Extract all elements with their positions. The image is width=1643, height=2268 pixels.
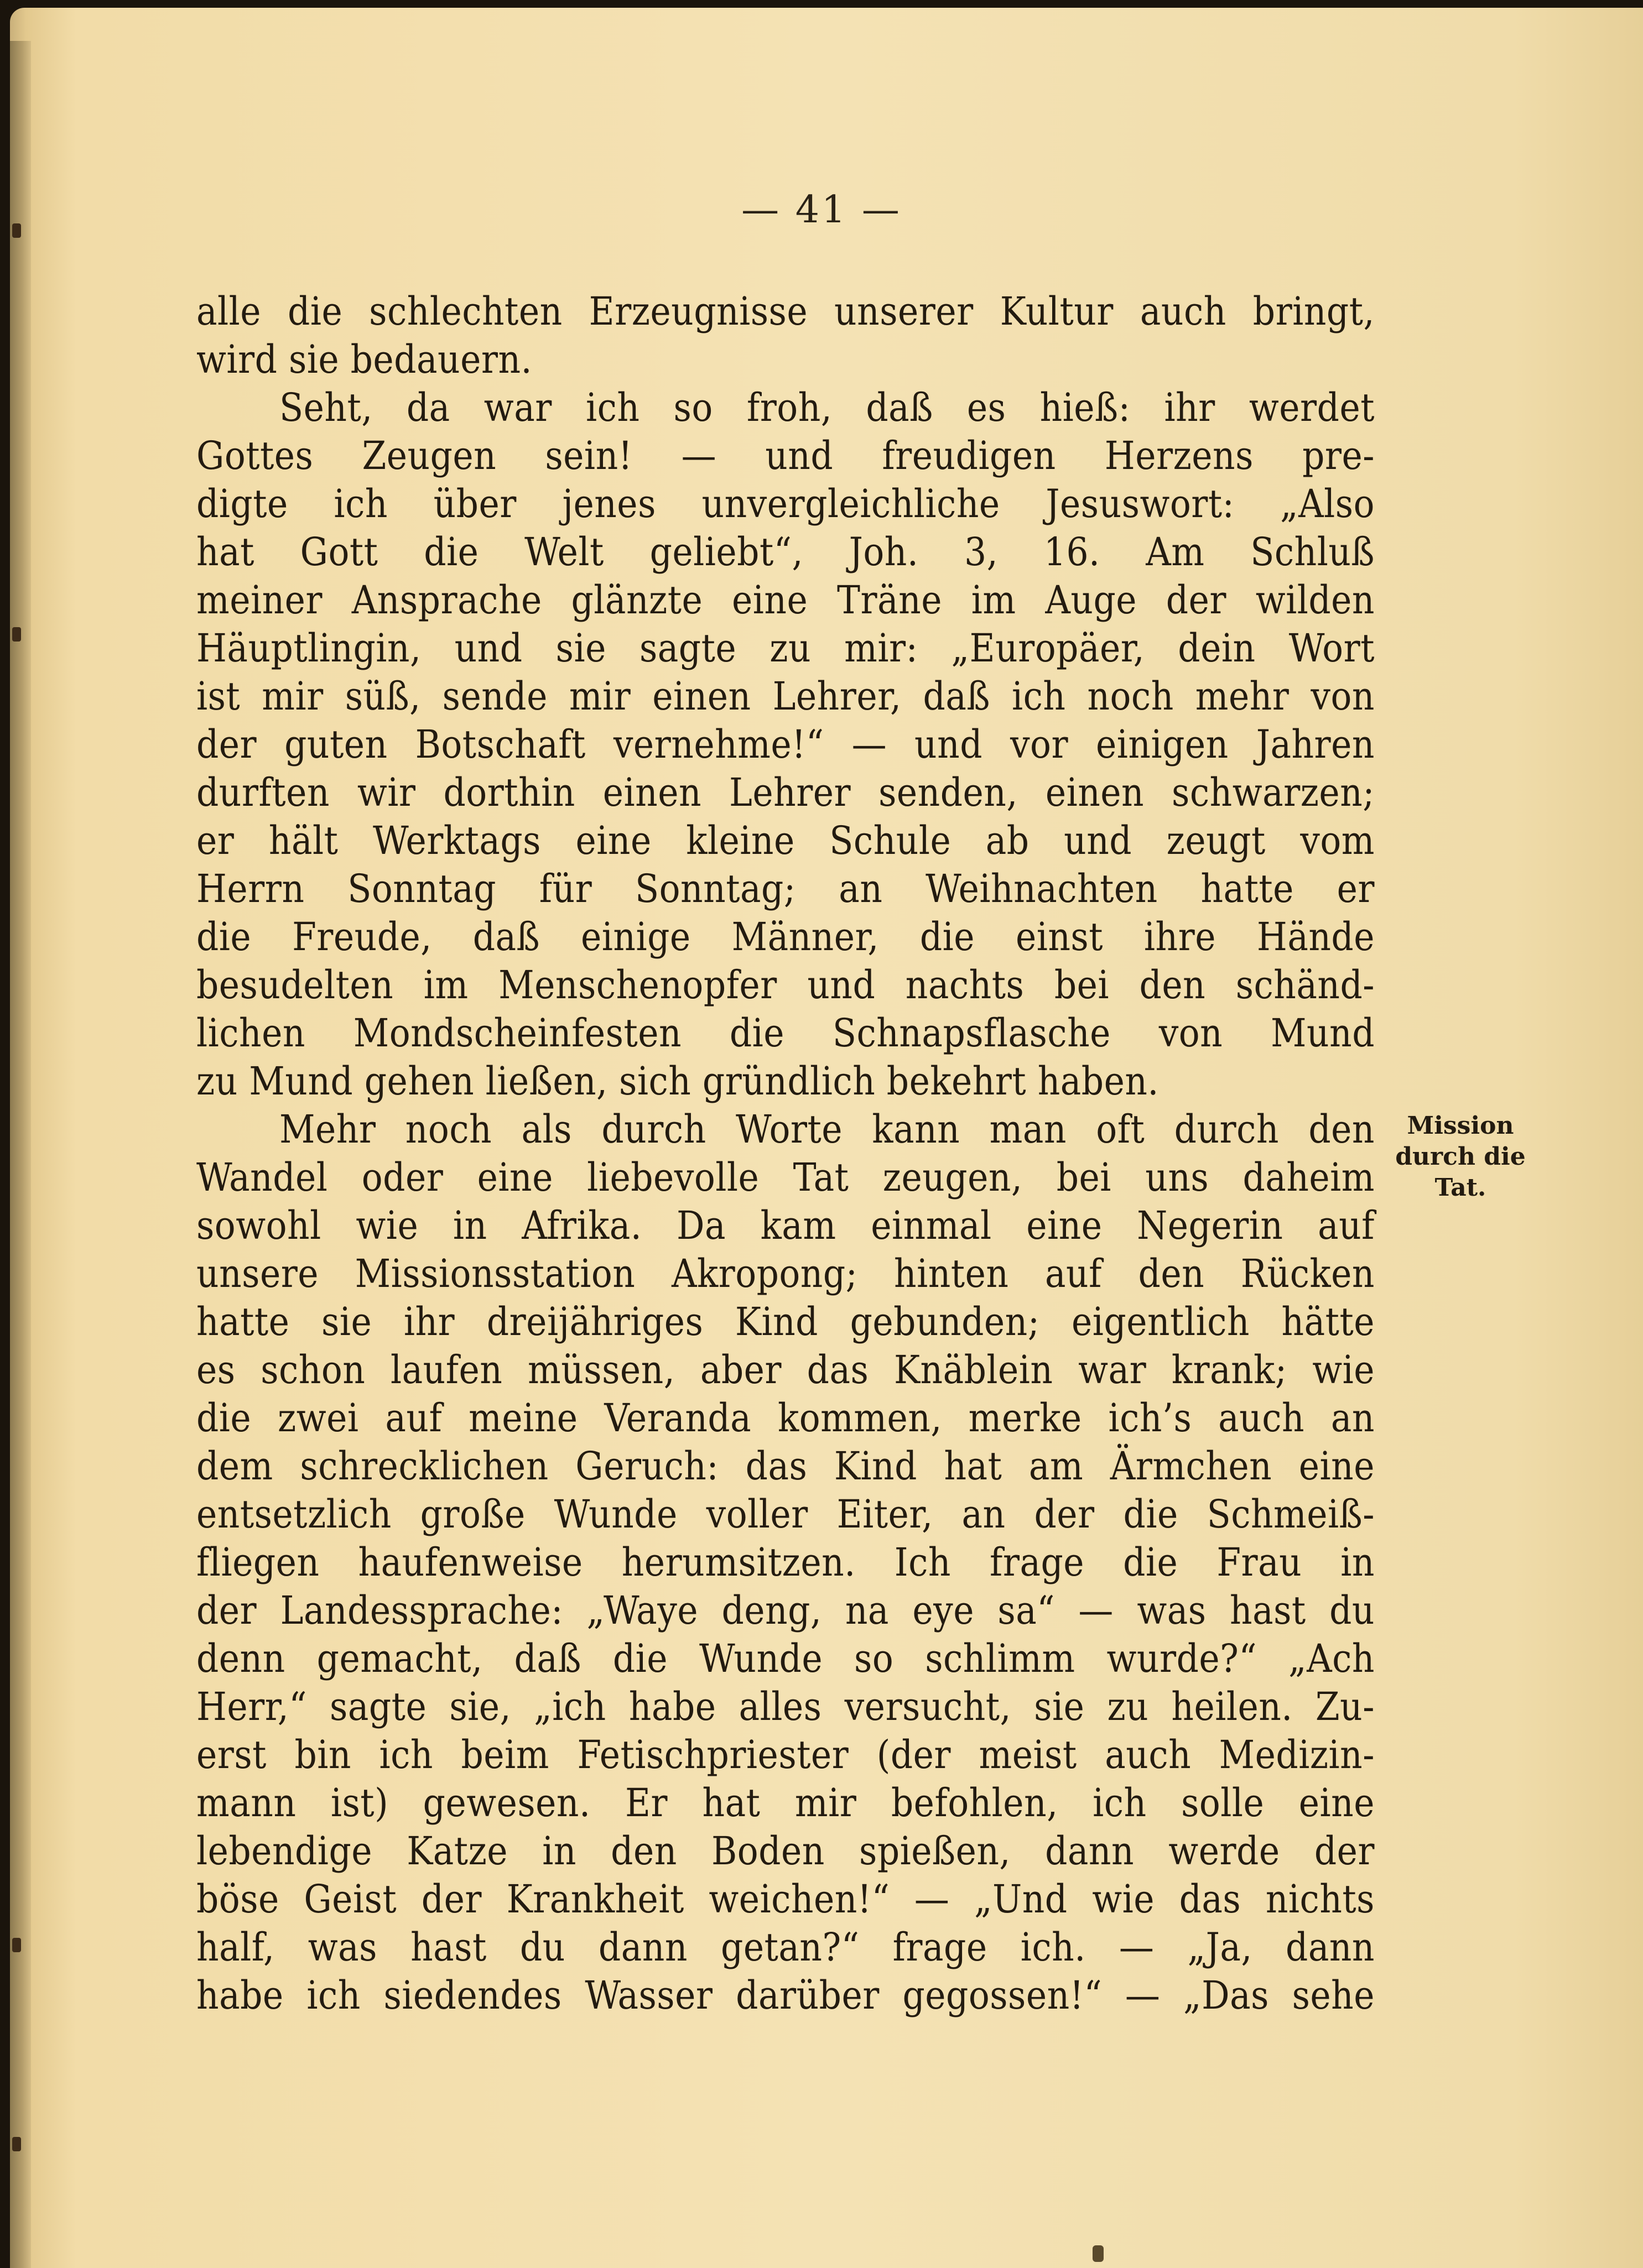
margin-note — [1386, 1110, 1535, 1203]
text-line: ist mir süß, sende mir einen Lehrer, daß ich noch mehr von — [196, 674, 1375, 719]
text-line: denn gemacht, daß die Wunde so schlimm wurde?“ „Ach — [196, 1636, 1375, 1681]
text-line: Wandel oder eine liebevolle Tat zeugen, bei uns daheim — [196, 1155, 1375, 1200]
text-line: erst bin ich beim Fetischpriester (der meist auch Medizin- — [196, 1732, 1375, 1777]
text-line: Gottes Zeugen sein! — und freudigen Herzens pre- — [196, 433, 1375, 478]
margin-note-line: Mission — [1407, 1112, 1514, 1140]
page-binding-edge — [10, 41, 31, 2268]
margin-note-line: Tat. — [1434, 1174, 1486, 1202]
binding-mark — [12, 2137, 21, 2151]
text-line: Herr,“ sagte sie, „ich habe alles versucht, sie zu heilen. Zu- — [196, 1684, 1375, 1729]
binding-mark — [12, 1938, 21, 1952]
text-line: die Freude, daß einige Männer, die einst ihre Hände — [196, 914, 1375, 960]
text-line: die zwei auf meine Veranda kommen, merke ich’s auch an — [196, 1395, 1375, 1441]
text-line: dem schrecklichen Geruch: das Kind hat am Ärmchen eine — [196, 1443, 1375, 1489]
text-line: es schon laufen müssen, aber das Knäblein war krank; wie — [196, 1347, 1375, 1393]
text-line: der Landessprache: „Waye deng, na eye sa“ — was hast du — [196, 1588, 1375, 1633]
page-number: — 41 — — [741, 188, 902, 232]
body-text — [196, 288, 1375, 2020]
text-line: Häuptlingin, und sie sagte zu mir: „Europäer, dein Wort — [196, 625, 1375, 671]
text-line: alle die schlechten Erzeugnisse unserer Kultur auch bringt, — [196, 289, 1375, 334]
text-line: er hält Werktags eine kleine Schule ab und zeugt vom — [196, 818, 1375, 863]
text-line: half, was hast du dann getan?“ frage ich. — „Ja, dann — [196, 1925, 1375, 1970]
text-line: lichen Mondscheinfesten die Schnapsflasche von Mund — [196, 1010, 1375, 1056]
text-line: wird sie bedauern. — [196, 337, 533, 382]
text-line: böse Geist der Krankheit weichen!“ — „Und wie das nichts — [196, 1876, 1375, 1922]
text-line: hat Gott die Welt geliebt“, Joh. 3, 16. Am Schluß — [196, 529, 1375, 575]
text-line: fliegen haufenweise herumsitzen. Ich frage die Frau in — [196, 1540, 1375, 1585]
text-line: mann ist) gewesen. Er hat mir befohlen, ich solle eine — [196, 1780, 1375, 1826]
text-line: zu Mund gehen ließen, sich gründlich bekehrt haben. — [196, 1059, 1159, 1104]
text-line: der guten Botschaft vernehme!“ — und vor einigen Jahren — [196, 722, 1375, 767]
text-line: Mehr noch als durch Worte kann man oft durch den — [279, 1107, 1375, 1152]
text-line: Herrn Sonntag für Sonntag; an Weihnachten hatte er — [196, 866, 1375, 911]
text-line: Seht, da war ich so froh, daß es hieß: ihr werdet — [279, 385, 1375, 430]
text-line: digte ich über jenes unvergleichliche Jesuswort: „Also — [196, 481, 1375, 526]
text-line: besudelten im Menschenopfer und nachts bei den schänd- — [196, 962, 1375, 1008]
text-line: meiner Ansprache glänzte eine Träne im Auge der wilden — [196, 577, 1375, 623]
text-line: lebendige Katze in den Boden spießen, dann werde der — [196, 1828, 1375, 1874]
text-line: unsere Missionsstation Akropong; hinten auf den Rücken — [196, 1251, 1375, 1296]
text-line: hatte sie ihr dreijähriges Kind gebunden; eigentlich hätte — [196, 1299, 1375, 1344]
text-line: durften wir dorthin einen Lehrer senden, einen schwarzen; — [196, 770, 1375, 815]
margin-note-line: durch die — [1395, 1143, 1526, 1171]
text-line: entsetzlich große Wunde voller Eiter, an der die Schmeiß- — [196, 1492, 1375, 1537]
paper-blemish — [1093, 2245, 1104, 2262]
text-line: sowohl wie in Afrika. Da kam einmal eine Negerin auf — [196, 1203, 1375, 1248]
binding-mark — [12, 627, 21, 642]
text-line: habe ich siedendes Wasser darüber gegossen!“ — „Das sehe — [196, 1973, 1375, 2018]
